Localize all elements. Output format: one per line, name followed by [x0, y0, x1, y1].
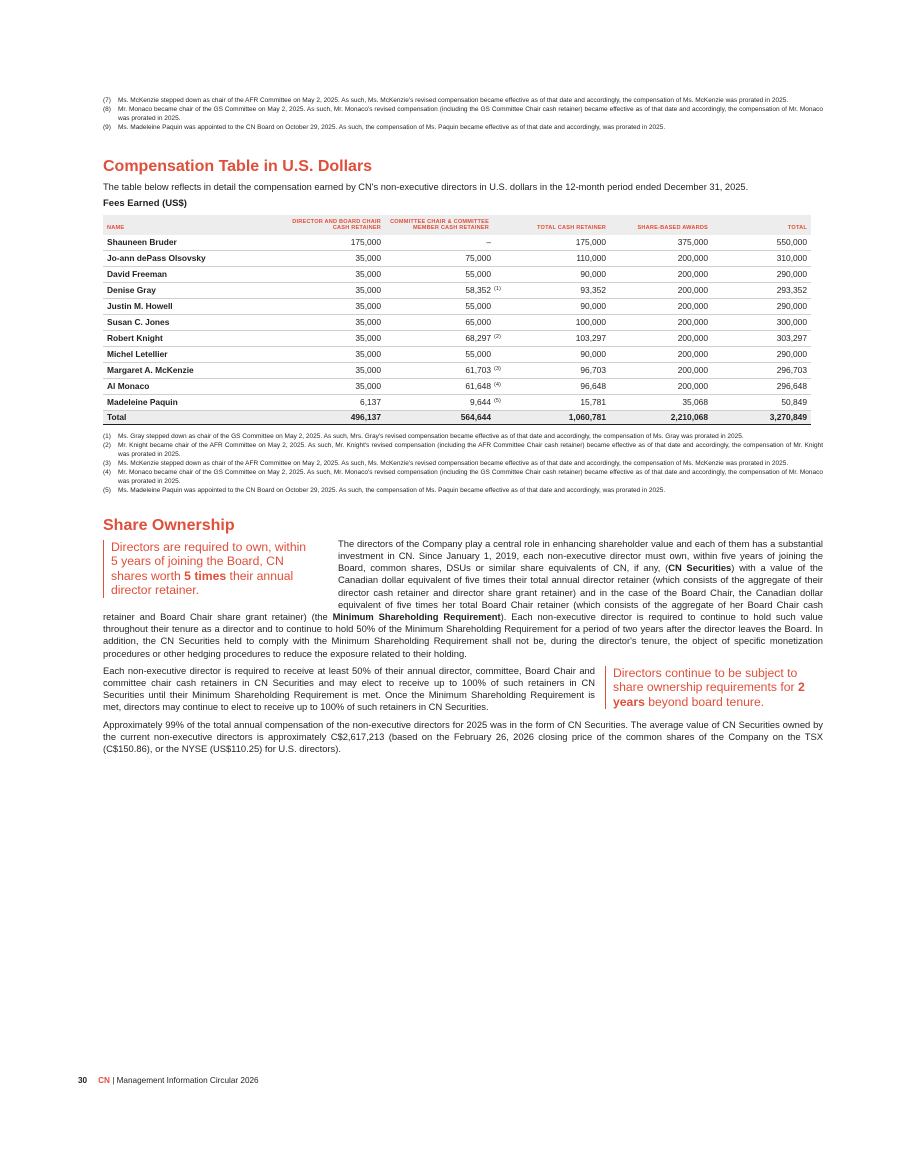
table-row — [103, 394, 811, 410]
page-footer — [78, 1076, 259, 1085]
pull-quote-tenure: Directors continue to be subject to share ownership requirements for 2 years beyond board tenure. — [605, 666, 823, 710]
total-compensation: 550,000 — [712, 235, 811, 251]
committee-retainer: 61,703 (3) — [385, 362, 510, 378]
top-footnotes — [103, 96, 823, 132]
table-row — [103, 235, 811, 251]
footnote: (5) Ms. Madeleine Paquin was appointed to the CN Board on October 29, 2025. As such, the compensation of Ms. Paquin became effective as of that date and accordingly, was prorated in 2025. — [103, 486, 666, 494]
share-based-awards: 200,000 — [610, 346, 712, 362]
total-cash: 1,060,781 — [510, 410, 610, 424]
table-row — [103, 378, 811, 394]
total-committee: 564,644 — [385, 410, 510, 424]
total-label: Total — [103, 410, 283, 424]
director-retainer: 6,137 — [283, 394, 385, 410]
director-retainer: 35,000 — [283, 298, 385, 314]
committee-retainer: 68,297 (2) — [385, 330, 510, 346]
footnote-ref: (1) — [494, 286, 501, 293]
footnote: (7) Ms. McKenzie stepped down as chair of the AFR Committee on May 2, 2025. As such, Ms. McKenzie's revised compensation became effective as of that date and accordingly, the compensation of Ms. McKenzie was prorated in 2025. — [103, 97, 789, 104]
total-share: 2,210,068 — [610, 410, 712, 424]
committee-retainer: 75,000 — [385, 250, 510, 266]
director-retainer: 35,000 — [283, 282, 385, 298]
footnote-ref: (2) — [494, 334, 501, 341]
total-compensation: 290,000 — [712, 266, 811, 282]
table-row — [103, 330, 811, 346]
total-cash-retainer: 103,297 — [510, 330, 610, 346]
total-compensation: 300,000 — [712, 314, 811, 330]
header-committee-retainer: COMMITTEE CHAIR & COMMITTEE MEMBER CASH RETAINER — [385, 215, 510, 235]
footnote: (3) Ms. McKenzie stepped down as chair of the AFR Committee on May 2, 2025. As such, Ms. McKenzie's revised compensation became effective as of that date and accordingly, the compensation of Ms. McKenzie was prorated in 2025. — [103, 459, 789, 467]
fees-table — [103, 215, 811, 425]
compensation-title: Compensation Table in U.S. Dollars — [103, 158, 373, 175]
share-based-awards: 200,000 — [610, 250, 712, 266]
director-retainer: 175,000 — [283, 235, 385, 251]
table-row — [103, 362, 811, 378]
director-name: Robert Knight — [103, 330, 283, 346]
director-name: Denise Gray — [103, 282, 283, 298]
share-paragraph-3: Approximately 99% of the total annual compensation of the non-executive directors for 2025 was in the form of CN Securities. The average value of CN Securities owned by the current non-executive directors is approximately C$2,617,213 (based on the February 26, 2026 closing price of the common shares of the Company on the TSX (C$150.86), or the NYSE (US$110.25) for U.S. directors). — [103, 718, 823, 755]
share-paragraph-2: Each non-executive director is required to receive at least 50% of their annual director, committee, Board Chair and committee chair cash retainers in CN Securities and may elect to receive up to 100% of such retainers in CN Securities until their Minimum Shareholding Requirement is met. Once the Minimum Shareholding Requirement is met, directors may continue to elect to receive up to 100% of such retainers in CN Securities. — [103, 664, 595, 713]
total-cash-retainer: 15,781 — [510, 394, 610, 410]
director-name: Margaret A. McKenzie — [103, 362, 283, 378]
share-paragraph-1: The directors of the Company play a central role in enhancing shareholder value and each of them has a substantial investment in CN. Since January 1, 2019, each non-executive director must own, within five years of joining the Board, common shares, DSUs or similar share equivalents of CN, if any, (CN Securities) with a value of the Canadian dollar equivalent of five times their total annual director retainer (which consists of the aggregate of their director cash retainer and director share grant retainer) and in the case of the Board Chair, the Canadian dollar equivalent of five times her total Board Chair retainer (which consists of the aggregate of her Board Chair cash retainer and Board Chair share grant retainer) (the Minimum Shareholding Requirement). Each non-executive director is required to continue to hold such value throughout their tenure as a director and to continue to hold 50% of the Minimum Shareholding Requirement for a period of two years after the director leaves the Board. In addition, the CN Securities held to comply with the Minimum Shareholding Requirement shall not be, during the director's tenure, the object of specific monetization procedures or other hedging procedures to reduce the exposure related to their holding. — [103, 537, 823, 659]
director-name: Jo-ann dePass Olsovsky — [103, 250, 283, 266]
compensation-intro: The table below reflects in detail the compensation earned by CN's non-executive directors in U.S. dollars in the 12-month period ended December 31, 2025. — [103, 182, 749, 192]
header-total: TOTAL — [712, 215, 811, 235]
page-number: 30 — [78, 1076, 88, 1085]
total-cash-retainer: 93,352 — [510, 282, 610, 298]
total-cash-retainer: 175,000 — [510, 235, 610, 251]
footnote: (9) Ms. Madeleine Paquin was appointed to the CN Board on October 29, 2025. As such, the compensation of Ms. Paquin became effective as of that date and accordingly, was prorated in 2025. — [103, 124, 666, 131]
director-retainer: 35,000 — [283, 346, 385, 362]
footnote: (1) Ms. Gray stepped down as chair of the GS Committee on May 2, 2025. As such, Mrs. Gray's revised compensation became effective as of that date and accordingly, the compensation of Ms. Gray was prorated in 2025. — [103, 432, 744, 440]
total-compensation: 293,352 — [712, 282, 811, 298]
director-name: Michel Letellier — [103, 346, 283, 362]
table-title: Fees Earned (US$) — [103, 198, 187, 209]
committee-retainer: 58,352 (1) — [385, 282, 510, 298]
director-retainer: 35,000 — [283, 330, 385, 346]
table-row — [103, 298, 811, 314]
share-based-awards: 200,000 — [610, 266, 712, 282]
director-retainer: 35,000 — [283, 314, 385, 330]
footnote: (2) Mr. Knight became chair of the AFR Committee on May 2, 2025. As such, Mr. Knight's revised compensation (including the AFR Committee Chair cash retainer) became effective as of that date and accordingly, the compensation of Mr. Knight was prorated in 2025. — [103, 441, 823, 458]
total-cash-retainer: 90,000 — [510, 298, 610, 314]
director-name: Al Monaco — [103, 378, 283, 394]
share-based-awards: 200,000 — [610, 282, 712, 298]
total-cash-retainer: 110,000 — [510, 250, 610, 266]
director-name: Susan C. Jones — [103, 314, 283, 330]
share-ownership-title: Share Ownership — [103, 516, 235, 534]
committee-retainer: 65,000 — [385, 314, 510, 330]
total-compensation: 303,297 — [712, 330, 811, 346]
table-row — [103, 266, 811, 282]
committee-retainer: 55,000 — [385, 298, 510, 314]
header-name: NAME — [103, 215, 283, 235]
total-director: 496,137 — [283, 410, 385, 424]
share-based-awards: 200,000 — [610, 314, 712, 330]
total-cash-retainer: 100,000 — [510, 314, 610, 330]
director-name: Shauneen Bruder — [103, 235, 283, 251]
footnote-ref: (4) — [494, 382, 501, 389]
pull-quote-ownership: Directors are required to own, within 5 years of joining the Board, CN shares worth 5 times their annual director retainer. — [103, 540, 314, 598]
committee-retainer: 9,644 (5) — [385, 394, 510, 410]
table-row — [103, 250, 811, 266]
total-compensation: 296,703 — [712, 362, 811, 378]
total-compensation: 296,648 — [712, 378, 811, 394]
committee-retainer: – — [385, 235, 510, 251]
header-total-cash: TOTAL CASH RETAINER — [510, 215, 610, 235]
header-director-retainer: DIRECTOR AND BOARD CHAIR CASH RETAINER — [283, 215, 385, 235]
total-compensation: 310,000 — [712, 250, 811, 266]
footer-text: | Management Information Circular 2026 — [109, 1076, 259, 1085]
table-footnotes — [103, 432, 823, 495]
director-retainer: 35,000 — [283, 250, 385, 266]
committee-retainer: 55,000 — [385, 346, 510, 362]
footnote-ref: (5) — [494, 398, 501, 405]
footnote: (8) Mr. Monaco became chair of the GS Committee on May 2, 2025. As such, Mr. Monaco's revised compensation (including the GS Committee Chair cash retainer) became effective as of that date and accordingly, the compensation of Mr. Monaco was prorated in 2025. — [103, 106, 823, 122]
total-cash-retainer: 90,000 — [510, 266, 610, 282]
share-based-awards: 200,000 — [610, 362, 712, 378]
share-based-awards: 200,000 — [610, 378, 712, 394]
total-compensation: 50,849 — [712, 394, 811, 410]
share-based-awards: 35,068 — [610, 394, 712, 410]
table-body — [103, 235, 811, 411]
brand-logo-text: CN — [98, 1076, 110, 1085]
total-cash-retainer: 96,703 — [510, 362, 610, 378]
total-compensation: 290,000 — [712, 346, 811, 362]
header-share-awards: SHARE-BASED AWARDS — [610, 215, 712, 235]
director-retainer: 35,000 — [283, 266, 385, 282]
table-row — [103, 314, 811, 330]
footnote-ref: (3) — [494, 366, 501, 373]
director-name: Madeleine Paquin — [103, 394, 283, 410]
total-cash-retainer: 90,000 — [510, 346, 610, 362]
share-based-awards: 200,000 — [610, 330, 712, 346]
director-retainer: 35,000 — [283, 378, 385, 394]
total-cash-retainer: 96,648 — [510, 378, 610, 394]
footnote: (4) Mr. Monaco became chair of the GS Committee on May 2, 2025. As such, Mr. Monaco's revised compensation (including the GS Committee Chair cash retainer) became effective as of that date and accordingly, the compensation of Mr. Monaco was prorated in 2025. — [103, 468, 823, 485]
director-retainer: 35,000 — [283, 362, 385, 378]
table-row — [103, 346, 811, 362]
committee-retainer: 61,648 (4) — [385, 378, 510, 394]
director-name: Justin M. Howell — [103, 298, 283, 314]
director-name: David Freeman — [103, 266, 283, 282]
total-compensation: 290,000 — [712, 298, 811, 314]
total-row — [103, 410, 811, 424]
table-row — [103, 282, 811, 298]
total-grand: 3,270,849 — [712, 410, 811, 424]
share-based-awards: 200,000 — [610, 298, 712, 314]
share-based-awards: 375,000 — [610, 235, 712, 251]
page-content — [103, 96, 823, 755]
committee-retainer: 55,000 — [385, 266, 510, 282]
table-header-row — [103, 215, 811, 235]
